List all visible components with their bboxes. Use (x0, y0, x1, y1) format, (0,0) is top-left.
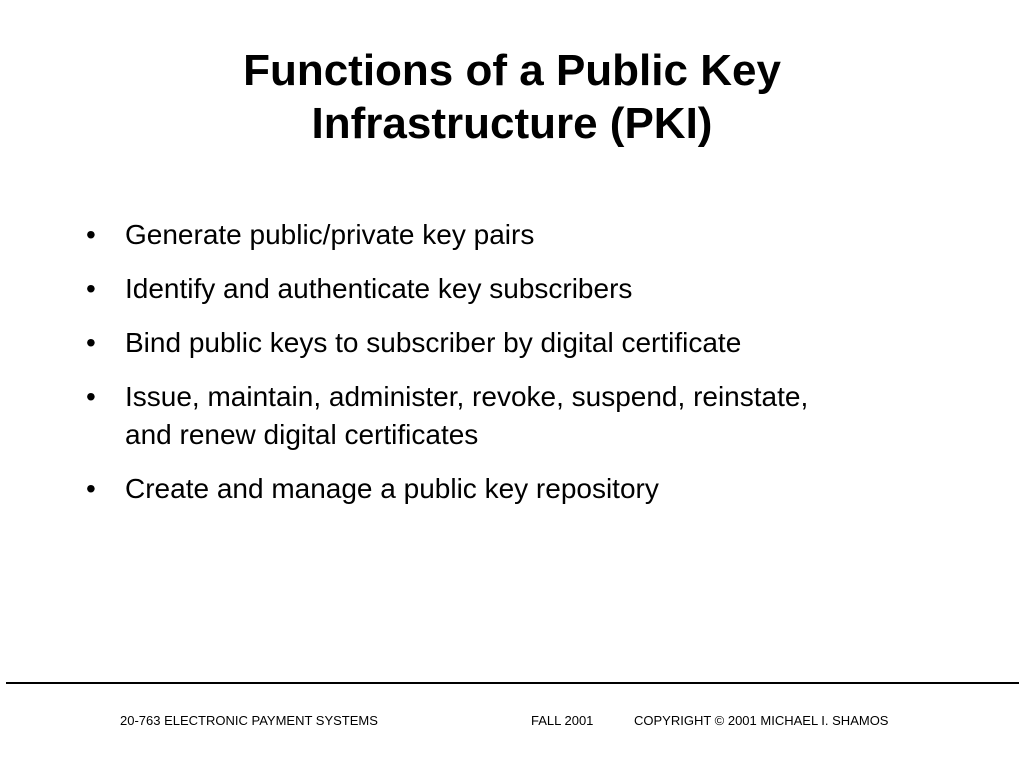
bullet-item (86, 324, 936, 362)
bullet-item (86, 378, 845, 454)
slide-title (0, 44, 1024, 150)
bullet-dot-icon: • (86, 273, 96, 304)
bullet-text: Issue, maintain, administer, revoke, suspend, reinstate, and renew digital certificates (125, 381, 809, 450)
bullet-list (86, 216, 936, 524)
footer-divider (6, 682, 1019, 684)
bullet-dot-icon: • (86, 219, 96, 250)
bullet-text: Create and manage a public key repository (125, 473, 659, 504)
bullet-text: Generate public/private key pairs (125, 219, 535, 250)
bullet-item (86, 470, 936, 508)
bullet-item (86, 216, 936, 254)
footer-copyright: COPYRIGHT © 2001 MICHAEL I. SHAMOS (634, 713, 889, 728)
bullet-text: Bind public keys to subscriber by digital certificate (125, 327, 742, 358)
bullet-dot-icon: • (86, 381, 96, 412)
slide-title-line-2: Infrastructure (PKI) (311, 99, 713, 148)
bullet-text: Identify and authenticate key subscribers (125, 273, 633, 304)
bullet-item (86, 270, 936, 308)
footer-course: 20-763 ELECTRONIC PAYMENT SYSTEMS (120, 713, 378, 728)
footer-term: FALL 2001 (531, 713, 594, 728)
bullet-dot-icon: • (86, 327, 96, 358)
slide-title-line-1: Functions of a Public Key (243, 46, 781, 95)
bullet-dot-icon: • (86, 473, 96, 504)
